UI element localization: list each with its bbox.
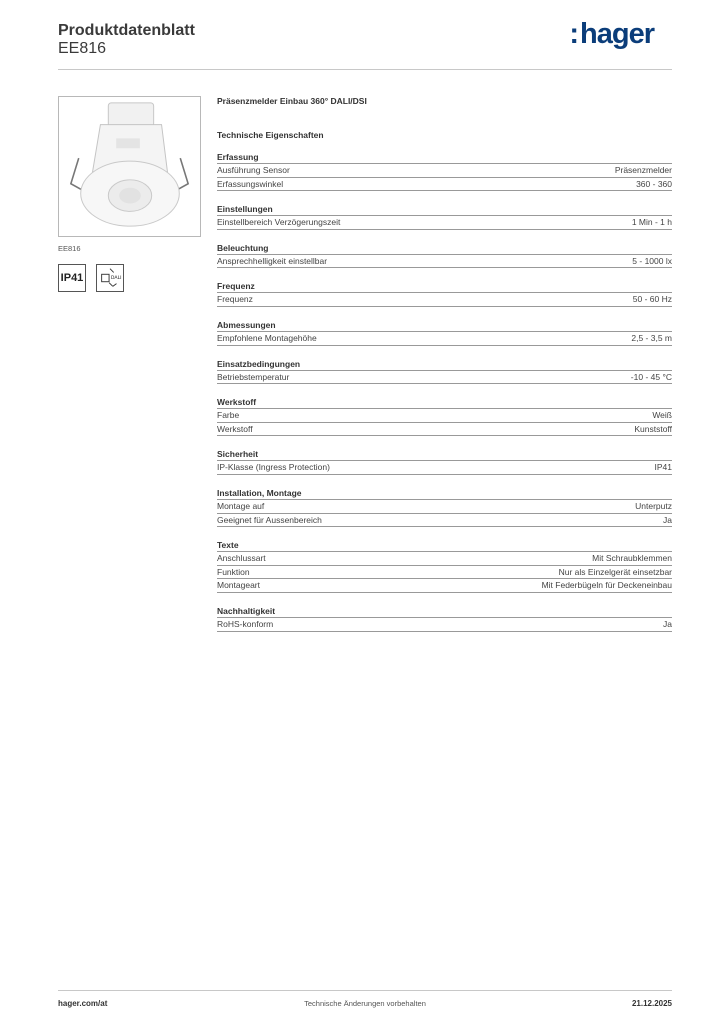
spec-section [217, 448, 672, 475]
spec-label: Montageart [217, 580, 260, 591]
spec-section [217, 242, 672, 269]
spec-row [217, 552, 672, 566]
section-title: Sicherheit [217, 448, 672, 461]
spec-label: Frequenz [217, 294, 253, 305]
spec-value: Ja [663, 514, 672, 525]
spec-value: -10 - 45 °C [630, 371, 672, 382]
spec-sections [217, 151, 672, 632]
spec-label: Erfassungswinkel [217, 178, 284, 189]
spec-section [217, 396, 672, 436]
section-title: Einsatzbedingungen [217, 358, 672, 371]
spec-value: 5 - 1000 lx [632, 255, 672, 266]
spec-value: Präsenzmelder [614, 165, 672, 175]
spec-row [217, 409, 672, 423]
spec-value: Ja [663, 618, 672, 629]
footer-website[interactable]: hager.com/at [58, 999, 108, 1008]
spec-value: Kunststoff [634, 423, 672, 434]
spec-section [217, 605, 672, 632]
spec-row [217, 566, 672, 580]
section-title: Texte [217, 539, 672, 552]
product-image [58, 96, 201, 237]
spec-value: 1 Min - 1 h [631, 217, 672, 228]
spec-section [217, 487, 672, 527]
spec-row [217, 332, 672, 346]
dali-icon [96, 264, 124, 292]
tech-properties-heading: Technische Eigenschaften [217, 130, 324, 140]
spec-value: Unterputz [635, 500, 672, 511]
spec-row [217, 618, 672, 632]
section-title: Frequenz [217, 280, 672, 293]
spec-row [217, 255, 672, 269]
section-title: Abmessungen [217, 319, 672, 332]
image-caption: EE816 [58, 244, 81, 253]
spec-value: Mit Federbügeln für Deckeneinbau [541, 580, 672, 591]
spec-label: RoHS-konform [217, 618, 274, 629]
spec-row [217, 500, 672, 514]
spec-value: 2,5 - 3,5 m [631, 332, 672, 343]
footer-date: 21.12.2025 [631, 999, 672, 1008]
spec-row [217, 461, 672, 475]
spec-label: Ansprechhelligkeit einstellbar [217, 255, 328, 266]
spec-section [217, 280, 672, 307]
spec-value: Weiß [652, 410, 672, 421]
spec-row [217, 579, 672, 593]
spec-section [217, 203, 672, 230]
spec-label: Empfohlene Montagehöhe [217, 332, 317, 343]
section-title: Beleuchtung [217, 242, 672, 255]
spec-section [217, 319, 672, 346]
spec-value: Nur als Einzelgerät einsetzbar [558, 566, 672, 577]
spec-row [217, 423, 672, 437]
logo-colon: : [569, 18, 580, 50]
spec-row [217, 216, 672, 230]
spec-content [217, 96, 672, 644]
spec-value: IP41 [654, 462, 672, 473]
spec-row [217, 178, 672, 192]
spec-section [217, 539, 672, 593]
page-footer [58, 990, 672, 1012]
footer-notice: Technische Änderungen vorbehalten [304, 999, 426, 1008]
spec-label: Geeignet für Aussenbereich [217, 514, 322, 525]
spec-label: Farbe [217, 410, 240, 421]
spec-section [217, 358, 672, 385]
spec-row [217, 514, 672, 528]
section-title: Nachhaltigkeit [217, 605, 672, 618]
section-title: Einstellungen [217, 203, 672, 216]
hager-logo[interactable] [569, 18, 654, 51]
product-name: Präsenzmelder Einbau 360° DALI/DSI [217, 96, 367, 106]
spec-row [217, 371, 672, 385]
spec-row [217, 164, 672, 178]
spec-label: Ausführung Sensor [217, 165, 290, 175]
spec-section [217, 151, 672, 191]
spec-label: IP-Klasse (Ingress Protection) [217, 462, 330, 473]
spec-value: 360 - 360 [636, 178, 672, 189]
spec-label: Anschlussart [217, 553, 266, 564]
spec-label: Funktion [217, 566, 250, 577]
ip-rating-badge: IP41 [58, 264, 86, 292]
section-title: Installation, Montage [217, 487, 672, 500]
section-title: Werkstoff [217, 396, 672, 409]
spec-label: Betriebstemperatur [217, 371, 290, 382]
document-title: Produktdatenblatt [58, 22, 195, 39]
logo-text: hager [580, 18, 654, 50]
page-header [58, 20, 672, 70]
spec-value: Mit Schraubklemmen [592, 553, 672, 564]
dali-label: DALI [110, 275, 122, 281]
presence-detector-illustration [59, 97, 200, 236]
spec-value: 50 - 60 Hz [632, 294, 672, 305]
spec-row [217, 293, 672, 307]
spec-label: Werkstoff [217, 423, 253, 434]
section-title: Erfassung [217, 151, 672, 164]
spec-label: Einstellbereich Verzögerungszeit [217, 217, 341, 228]
product-code: EE816 [58, 40, 107, 57]
spec-label: Montage auf [217, 500, 265, 511]
